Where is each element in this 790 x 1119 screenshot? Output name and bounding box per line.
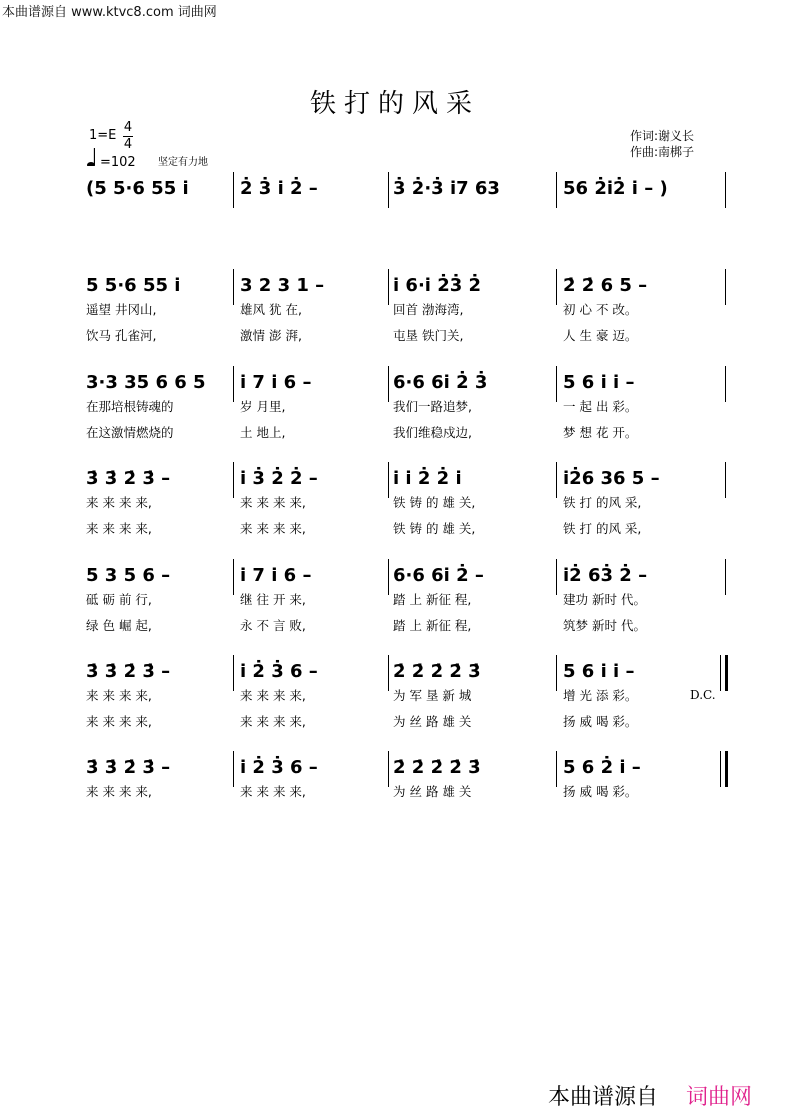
lyric-line-1: 砥 砺 前 行, xyxy=(86,592,152,607)
bar-line xyxy=(725,172,726,208)
bar-line xyxy=(556,462,557,498)
bar-line xyxy=(388,655,389,691)
measure-notes: 3̇ 3̇ 2̇ 3̇ – xyxy=(86,757,171,778)
lyric-line-1: 铁 打 的风 采, xyxy=(563,495,642,510)
lyric-line-2: 为 丝 路 雄 关 xyxy=(393,714,472,729)
measure-notes: 2̇ 3̇ i 2̇ – xyxy=(240,178,318,199)
bar-line xyxy=(556,172,557,208)
expression-marking: 坚定有力地 xyxy=(158,157,208,168)
measure-notes: 2̇ 2̇ 2̇ 2̇ 3̇ xyxy=(393,757,481,778)
lyric-line-1: 建功 新时 代。 xyxy=(563,592,646,607)
bar-line xyxy=(388,269,389,305)
lyric-line-1: 来 来 来 来, xyxy=(240,784,306,799)
bar-line xyxy=(556,559,557,595)
measure-notes: 3̇ 3̇ 2̇ 3̇ – xyxy=(86,661,171,682)
bar-line xyxy=(233,559,234,595)
key-signature: 1=E xyxy=(89,128,117,143)
bar-line xyxy=(725,559,726,595)
lyric-line-2: 来 来 来 来, xyxy=(240,714,306,729)
quarter-note-icon xyxy=(86,146,95,166)
lyric-line-2: 我们维稳戍边, xyxy=(393,425,472,440)
lyric-line-2: 屯垦 铁门关, xyxy=(393,328,464,343)
lyric-line-1: 来 来 来 来, xyxy=(240,688,306,703)
measure-notes: i 2̇ 3̇ 6 – xyxy=(240,661,318,682)
lyric-line-1: 为 丝 路 雄 关 xyxy=(393,784,472,799)
measure-notes: 5 6 i i – xyxy=(563,372,635,393)
bar-line xyxy=(388,366,389,402)
lyric-line-2: 铁 铸 的 雄 关, xyxy=(393,521,476,536)
measure-notes: 2̇ 2̇ 6 5 – xyxy=(563,275,648,296)
bar-line xyxy=(233,462,234,498)
measure-notes: 56 2̇i2̇ i – ) xyxy=(563,178,668,199)
bar-line xyxy=(556,269,557,305)
measure-notes: 2̇ 2̇ 2̇ 2̇ 3̇ xyxy=(393,661,481,682)
measure-notes: 6·6 6i 2̇ 3̇ xyxy=(393,372,488,393)
bar-line xyxy=(388,172,389,208)
measure-notes: 5 3 5 6 – xyxy=(86,565,171,586)
footer-source-text: 本曲谱源自 xyxy=(548,1085,659,1110)
lyric-line-1: 一 起 出 彩。 xyxy=(563,399,638,414)
song-title: 铁打的风采 xyxy=(309,89,480,119)
lyric-line-1: 雄风 犹 在, xyxy=(240,302,302,317)
measure-notes: i 3̇ 2̇ 2̇ – xyxy=(240,468,318,489)
lyric-line-2: 来 来 来 来, xyxy=(240,521,306,536)
bar-line xyxy=(725,366,726,402)
bar-line-thin xyxy=(720,655,721,691)
bar-line-thin xyxy=(720,751,721,787)
lyric-line-1: 我们一路追梦, xyxy=(393,399,472,414)
lyric-line-1: 遥望 井冈山, xyxy=(86,302,157,317)
lyric-line-2: 来 来 来 来, xyxy=(86,714,152,729)
lyric-line-1: 来 来 来 来, xyxy=(86,784,152,799)
measure-notes: 5 5·6 55 i xyxy=(86,275,181,296)
measure-notes: 3̇ 3̇ 2̇ 3̇ – xyxy=(86,468,171,489)
bar-line xyxy=(233,172,234,208)
measure-notes: i 7 i 6 – xyxy=(240,372,312,393)
bar-line xyxy=(556,751,557,787)
lyric-line-1: 来 来 来 来, xyxy=(86,688,152,703)
lyric-line-1: 来 来 来 来, xyxy=(86,495,152,510)
bar-line xyxy=(388,559,389,595)
measure-notes: 5 6 2̇ i – xyxy=(563,757,641,778)
tempo-marking: =102 xyxy=(100,155,136,170)
time-signature-top: 4 xyxy=(123,120,133,135)
measure-notes: i 6·i 2̇3̇ 2̇ xyxy=(393,275,482,296)
credits xyxy=(630,128,694,160)
bar-line xyxy=(388,462,389,498)
bar-line xyxy=(233,655,234,691)
lyric-line-2: 饮马 孔雀河, xyxy=(86,328,157,343)
dc-marking: D.C. xyxy=(690,688,716,702)
lyric-line-1: 初 心 不 改。 xyxy=(563,302,638,317)
footer-site-name: 词曲网 xyxy=(686,1085,753,1110)
composer-credit: 作曲:南梆子 xyxy=(630,145,695,159)
measure-notes: 3 2 3 1 – xyxy=(240,275,325,296)
lyric-line-1: 继 往 开 来, xyxy=(240,592,306,607)
bar-line xyxy=(725,655,728,691)
bar-line xyxy=(725,269,726,305)
measure-notes: 5 6 i i – xyxy=(563,661,635,682)
bar-line xyxy=(388,751,389,787)
measure-notes: i 2̇ 3̇ 6 – xyxy=(240,757,318,778)
lyric-line-2: 在这激情燃烧的 xyxy=(86,425,174,440)
bar-line xyxy=(233,751,234,787)
lyric-line-2: 人 生 豪 迈。 xyxy=(563,328,638,343)
lyric-line-2: 梦 想 花 开。 xyxy=(563,425,638,440)
lyric-line-1: 来 来 来 来, xyxy=(240,495,306,510)
bar-line xyxy=(233,269,234,305)
measure-notes: 3·3 35 6 6 5 xyxy=(86,372,206,393)
lyric-line-1: 增 光 添 彩。 xyxy=(563,688,638,703)
measure-notes: 3̇ 2̇·3̇ i7 63 xyxy=(393,178,500,199)
lyric-line-1: 为 军 垦 新 城 xyxy=(393,688,472,703)
lyric-line-2: 筑梦 新时 代。 xyxy=(563,618,646,633)
lyric-line-2: 永 不 言 败, xyxy=(240,618,306,633)
bar-line xyxy=(556,366,557,402)
measure-notes: i2̇ 63̇ 2̇ – xyxy=(563,565,648,586)
measure-notes: (5 5·6 55 i xyxy=(86,178,189,199)
lyric-line-2: 土 地上, xyxy=(240,425,286,440)
lyric-line-1: 岁 月里, xyxy=(240,399,286,414)
bar-line xyxy=(556,655,557,691)
lyricist-credit: 作词:谢义长 xyxy=(630,129,695,143)
lyric-line-1: 回首 渤海湾, xyxy=(393,302,464,317)
lyric-line-2: 激情 澎 湃, xyxy=(240,328,302,343)
measure-notes: i 7 i 6 – xyxy=(240,565,312,586)
lyric-line-2: 扬 威 喝 彩。 xyxy=(563,714,638,729)
measure-notes: i i 2̇ 2̇ i xyxy=(393,468,462,489)
measure-notes: i2̇6 36 5 – xyxy=(563,468,660,489)
lyric-line-1: 铁 铸 的 雄 关, xyxy=(393,495,476,510)
source-watermark-text: 本曲谱源自 www.ktvc8.com 词曲网 xyxy=(2,5,217,20)
bar-line xyxy=(725,462,726,498)
time-signature-bottom: 4 xyxy=(123,137,133,152)
bar-line xyxy=(725,751,728,787)
bar-line xyxy=(233,366,234,402)
lyric-line-1: 扬 威 喝 彩。 xyxy=(563,784,638,799)
lyric-line-1: 在那培根铸魂的 xyxy=(86,399,174,414)
lyric-line-1: 踏 上 新征 程, xyxy=(393,592,472,607)
lyric-line-2: 绿 色 崛 起, xyxy=(86,618,152,633)
time-signature xyxy=(122,120,134,153)
measure-notes: 6·6 6i 2̇ – xyxy=(393,565,484,586)
lyric-line-2: 踏 上 新征 程, xyxy=(393,618,472,633)
lyric-line-2: 来 来 来 来, xyxy=(86,521,152,536)
lyric-line-2: 铁 打 的风 采, xyxy=(563,521,642,536)
